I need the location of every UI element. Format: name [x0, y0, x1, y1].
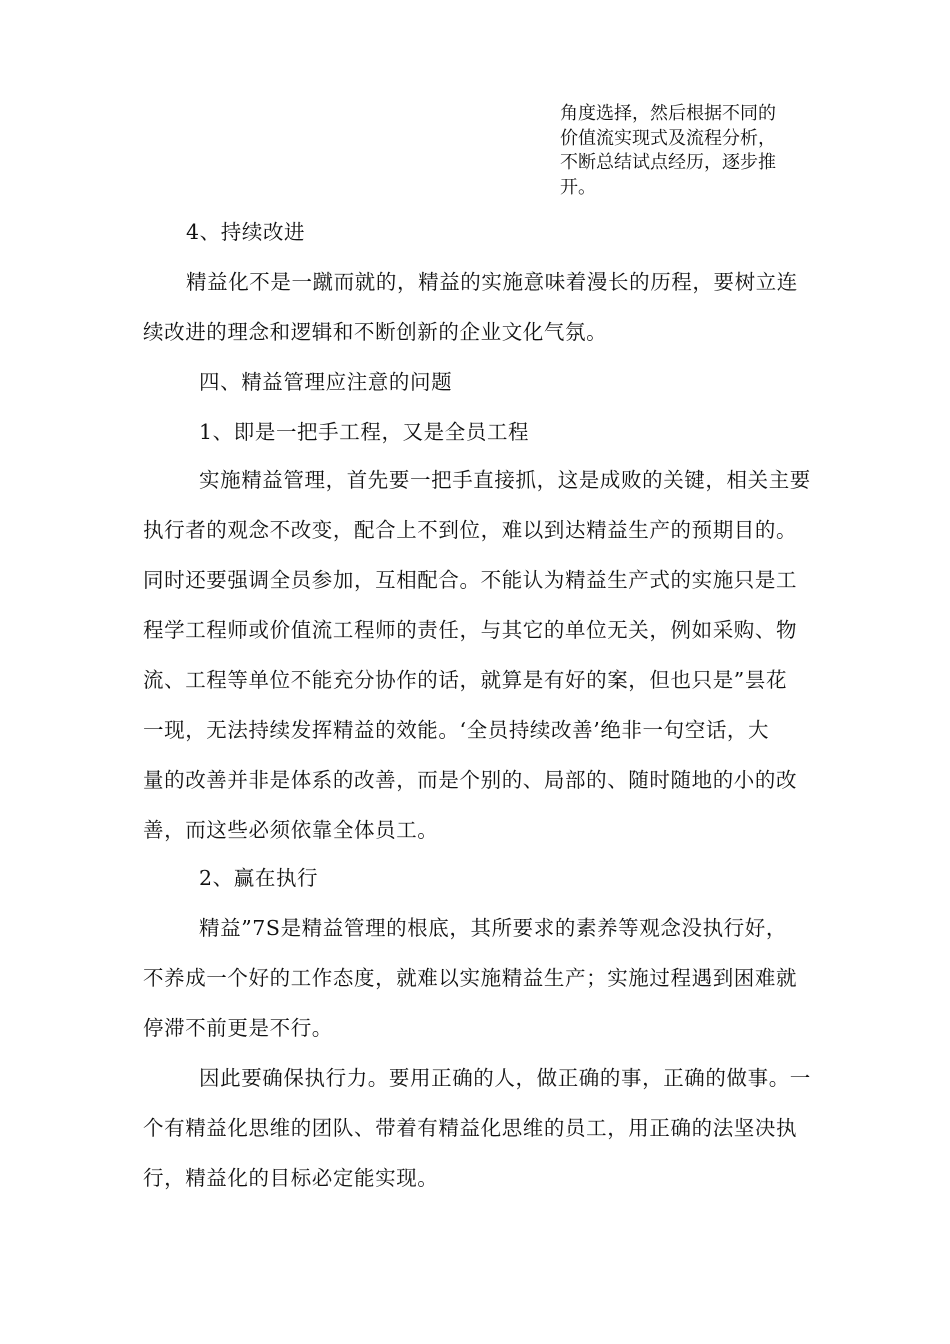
section-heading: 4、持续改进 — [186, 220, 306, 244]
paragraph-line: 执行者的观念不改变，配合上不到位，难以到达精益生产的预期目的。 — [143, 518, 798, 542]
paragraph-line: 个有精益化思维的团队、带着有精益化思维的员工，用正确的法坚决执 — [143, 1116, 798, 1140]
section-heading: 四、精益管理应注意的问题 — [199, 370, 453, 394]
paragraph-line: 行，精益化的目标必定能实现。 — [143, 1166, 439, 1190]
paragraph-line: 实施精益管理，首先要一把手直接抓，这是成败的关键，相关主要 — [199, 468, 811, 492]
paragraph-line: 同时还要强调全员参加，互相配合。不能认为精益生产式的实施只是工 — [143, 568, 798, 592]
paragraph-line: 量的改善并非是体系的改善，而是个别的、局部的、随时随地的小的改 — [143, 768, 798, 792]
side-note-line: 价值流实现式及流程分析， — [560, 127, 776, 149]
side-note-line: 角度选择，然后根据不同的 — [560, 103, 776, 124]
paragraph-line: 精益化不是一蹴而就的，精益的实施意味着漫长的历程，要树立连 — [186, 270, 798, 294]
paragraph-line: 停滞不前更是不行。 — [143, 1016, 333, 1040]
paragraph-line: 流、工程等单位不能充分协作的话，就算是有好的案，但也只是”昙花 — [143, 668, 788, 692]
paragraph-line: 程学工程师或价值流工程师的责任，与其它的单位无关，例如采购、物 — [143, 618, 798, 642]
paragraph-line: 精益”7S是精益管理的根底，其所要求的素养等观念没执行好， — [199, 916, 787, 940]
section-heading: 2、赢在执行 — [199, 866, 319, 890]
paragraph-line: 一现，无法持续发挥精益的效能。‘全员持续改善’绝非一句空话，大 — [143, 718, 770, 742]
side-note-line: 不断总结试点经历，逐步推 — [560, 152, 776, 173]
paragraph-line: 因此要确保执行力。要用正确的人，做正确的事，正确的做事。一 — [199, 1066, 811, 1090]
paragraph-line: 善，而这些必须依靠全体员工。 — [143, 818, 439, 842]
side-note-line: 开。 — [560, 176, 596, 198]
section-heading: 1、即是一把手工程，又是全员工程 — [199, 420, 530, 444]
side-note-cell — [560, 102, 822, 200]
paragraph-line: 不养成一个好的工作态度，就难以实施精益生产；实施过程遇到困难就 — [143, 966, 798, 990]
paragraph-line: 续改进的理念和逻辑和不断创新的企业文化气氛。 — [143, 320, 608, 344]
